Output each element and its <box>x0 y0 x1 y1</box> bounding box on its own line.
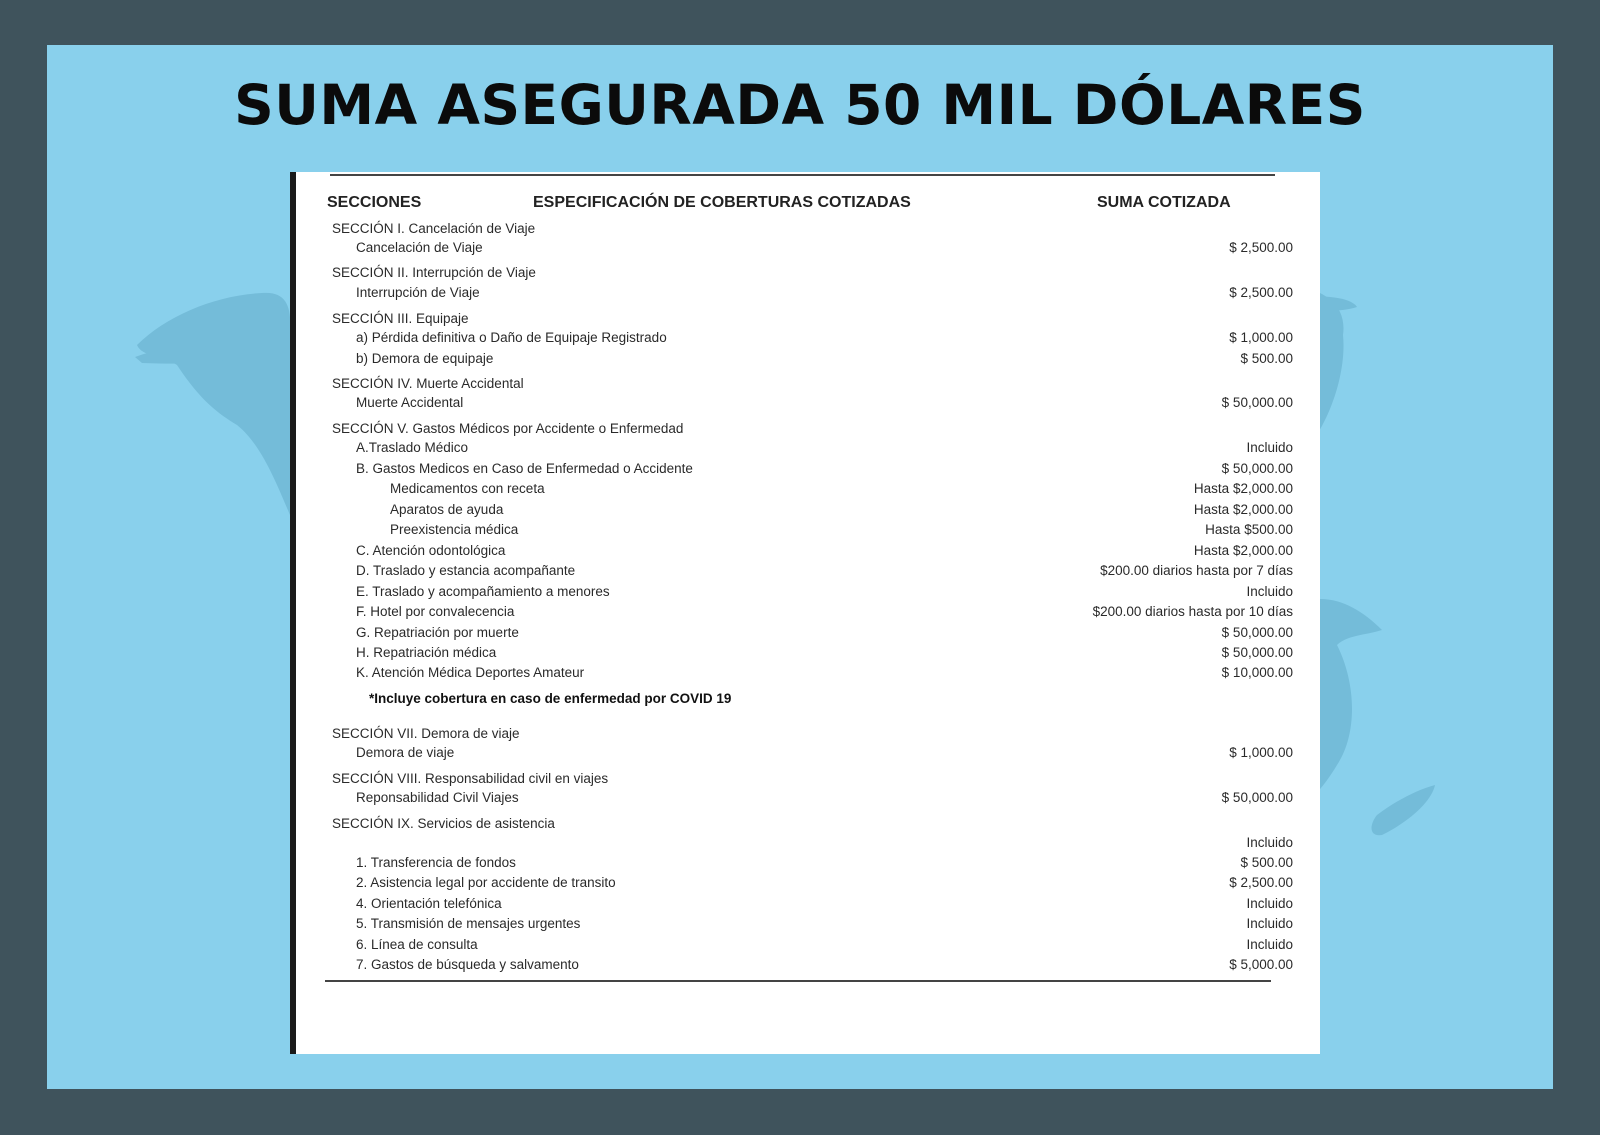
coverage-row <box>296 240 1326 260</box>
coverage-row <box>296 440 1326 460</box>
coverage-row <box>296 584 1326 604</box>
row-label: Cancelación de Viaje <box>356 240 483 255</box>
coverage-row <box>296 481 1326 501</box>
row-label: Preexistencia médica <box>390 522 519 537</box>
row-label: 7. Gastos de búsqueda y salvamento <box>356 957 579 972</box>
bottom-rule <box>325 980 1271 982</box>
row-value: $ 1,000.00 <box>1229 330 1293 345</box>
header-specification: ESPECIFICACIÓN DE COBERTURAS COTIZADAS <box>533 194 911 211</box>
covid-note <box>296 691 1326 711</box>
coverage-row <box>296 855 1326 875</box>
row-value: $ 500.00 <box>1240 351 1293 366</box>
coverage-row <box>296 665 1326 685</box>
top-rule <box>330 174 1275 176</box>
coverage-row <box>296 330 1326 350</box>
section-row <box>296 726 1326 746</box>
row-value: $ 10,000.00 <box>1221 665 1293 680</box>
coverage-row <box>296 835 1326 855</box>
coverage-row <box>296 351 1326 371</box>
row-value: $ 2,500.00 <box>1229 285 1293 300</box>
section-row <box>296 771 1326 791</box>
row-label: 4. Orientación telefónica <box>356 896 502 911</box>
coverage-row <box>296 395 1326 415</box>
row-label: F. Hotel por convalecencia <box>356 604 515 619</box>
row-value: Incluido <box>1246 584 1293 599</box>
row-label: SECCIÓN I. Cancelación de Viaje <box>332 221 536 236</box>
coverage-row <box>296 604 1326 624</box>
row-label: 1. Transferencia de fondos <box>356 855 516 870</box>
row-label: H. Repatriación médica <box>356 645 497 660</box>
row-value: Hasta $500.00 <box>1205 522 1293 537</box>
row-value: $ 5,000.00 <box>1229 957 1293 972</box>
row-label: Demora de viaje <box>356 745 455 760</box>
row-value: $ 50,000.00 <box>1221 625 1293 640</box>
row-label: SECCIÓN III. Equipaje <box>332 311 469 326</box>
coverage-row <box>296 916 1326 936</box>
row-label: SECCIÓN IX. Servicios de asistencia <box>332 816 555 831</box>
row-label: SECCIÓN VII. Demora de viaje <box>332 726 520 741</box>
row-value: $200.00 diarios hasta por 7 días <box>1100 563 1293 578</box>
row-value: $ 50,000.00 <box>1221 461 1293 476</box>
row-label: B. Gastos Medicos en Caso de Enfermedad o Accidente <box>356 461 693 476</box>
coverage-row <box>296 625 1326 645</box>
row-label: Reponsabilidad Civil Viajes <box>356 790 519 805</box>
section-row <box>296 265 1326 285</box>
row-value: Hasta $2,000.00 <box>1193 481 1293 496</box>
coverage-row <box>296 896 1326 916</box>
coverage-row <box>296 285 1326 305</box>
row-label: SECCIÓN IV. Muerte Accidental <box>332 376 524 391</box>
coverage-row <box>296 957 1326 977</box>
row-label: SECCIÓN V. Gastos Médicos por Accidente o Enfermedad <box>332 421 684 436</box>
row-label: Interrupción de Viaje <box>356 285 480 300</box>
coverage-row <box>296 875 1326 895</box>
row-value: Incluido <box>1246 440 1293 455</box>
section-row <box>296 311 1326 331</box>
row-value: $ 2,500.00 <box>1229 875 1293 890</box>
row-value: Incluido <box>1246 835 1293 850</box>
row-value: Incluido <box>1246 916 1293 931</box>
row-value: Hasta $2,000.00 <box>1193 543 1293 558</box>
coverage-row <box>296 461 1326 481</box>
page-title: SUMA ASEGURADA 50 MIL DÓLARES <box>234 73 1366 137</box>
coverage-document <box>290 172 1320 1054</box>
row-label: b) Demora de equipaje <box>356 351 494 366</box>
row-label: SECCIÓN VIII. Responsabilidad civil en viajes <box>332 771 609 786</box>
row-label: 6. Línea de consulta <box>356 937 478 952</box>
row-value: $ 1,000.00 <box>1229 745 1293 760</box>
row-label: C. Atención odontológica <box>356 543 506 558</box>
coverage-row <box>296 790 1326 810</box>
map-landmass-east-tail <box>1372 785 1435 835</box>
row-value: $200.00 diarios hasta por 10 días <box>1092 604 1293 619</box>
coverage-row <box>296 502 1326 522</box>
coverage-row <box>296 937 1326 957</box>
row-label: K. Atención Médica Deportes Amateur <box>356 665 585 680</box>
row-label: Muerte Accidental <box>356 395 464 410</box>
section-row <box>296 221 1326 241</box>
coverage-row <box>296 543 1326 563</box>
section-row <box>296 816 1326 836</box>
row-value: $ 500.00 <box>1240 855 1293 870</box>
map-landmass-west <box>137 293 290 515</box>
row-label: E. Traslado y acompañamiento a menores <box>356 584 610 599</box>
row-label: Aparatos de ayuda <box>390 502 504 517</box>
row-value: Incluido <box>1246 896 1293 911</box>
section-row <box>296 376 1326 396</box>
row-label: G. Repatriación por muerte <box>356 625 519 640</box>
coverage-row <box>296 745 1326 765</box>
row-label: SECCIÓN II. Interrupción de Viaje <box>332 265 536 280</box>
header-amount: SUMA COTIZADA <box>1097 194 1231 211</box>
row-label: A.Traslado Médico <box>356 440 469 455</box>
coverage-row <box>296 563 1326 583</box>
row-value: $ 50,000.00 <box>1221 395 1293 410</box>
row-label: 2. Asistencia legal por accidente de transito <box>356 875 616 890</box>
row-value: $ 2,500.00 <box>1229 240 1293 255</box>
row-value: $ 50,000.00 <box>1221 790 1293 805</box>
coverage-row <box>296 522 1326 542</box>
row-label: D. Traslado y estancia acompañante <box>356 563 576 578</box>
row-label: 5. Transmisión de mensajes urgentes <box>356 916 581 931</box>
row-label: a) Pérdida definitiva o Daño de Equipaje Registrado <box>356 330 667 345</box>
row-value: Incluido <box>1246 937 1293 952</box>
section-row <box>296 421 1326 441</box>
header-sections: SECCIONES <box>327 194 422 211</box>
row-value: Hasta $2,000.00 <box>1193 502 1293 517</box>
row-value: $ 50,000.00 <box>1221 645 1293 660</box>
coverage-row <box>296 645 1326 665</box>
row-label: Medicamentos con receta <box>390 481 545 496</box>
content-panel <box>47 45 1553 1089</box>
row-label: *Incluye cobertura en caso de enfermedad por COVID 19 <box>369 691 732 706</box>
